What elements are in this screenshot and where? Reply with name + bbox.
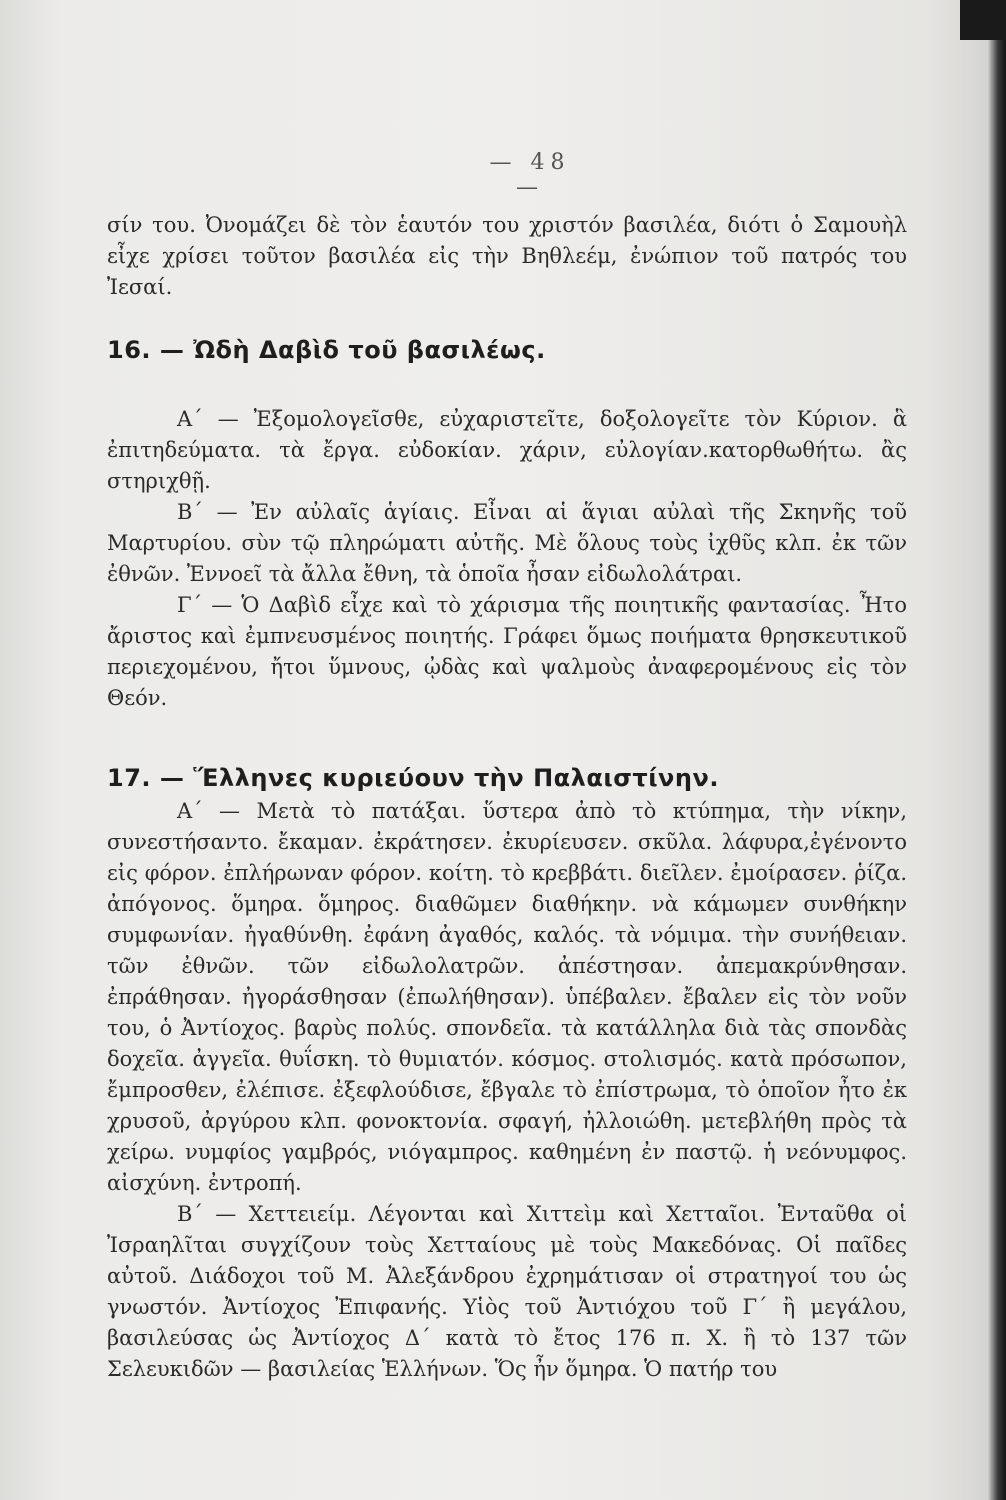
- section-16-heading: 16. — Ὠδὴ Δαβὶδ τοῦ βασιλέως.: [107, 336, 546, 364]
- page-number: — 48 —: [489, 150, 571, 200]
- section-17-heading: 17. — Ἕλληνες κυριεύουν τὴν Παλαιστίνην.: [107, 764, 719, 792]
- intro-paragraph: [107, 210, 907, 303]
- section-16-paragraph-b: Β΄ — Ἐν αὐλαῖς ἁγίαις. Εἶναι αἱ ἅγιαι αὐλαὶ τῆς Σκηνῆς τοῦ Μαρτυρίου. σὺν τῷ πληρώματι αὐτῆς. Μὲ ὅλους τοὺς ἰχθῦς κλπ. ἐκ τῶν ἐθνῶν. Ἐννοεῖ τὰ ἄλλα ἔθνη, τὰ ὁποῖα ἦσαν εἰδωλολάτραι.: [107, 500, 907, 586]
- section-16-paragraph-a: Α΄ — Ἐξομολογεῖσθε, εὐχαριστεῖτε, δοξολογεῖτε τὸν Κύριον. ἃ ἐπιτηδεύματα. τὰ ἔργα. εὐδοκίαν. χάριν, εὐλογίαν.κατορθωθήτω. ἂς στηριχθῇ.: [107, 407, 907, 493]
- section-16-paragraph-c: Γ΄ — Ὁ Δαβὶδ εἶχε καὶ τὸ χάρισμα τῆς ποιητικῆς φαντασίας. Ἦτο ἄριστος καὶ ἐμπνευσμένος ποιητής. Γράφει ὅμως ποιήματα θρησκευτικοῦ περιεχομένου, ἤτοι ὕμνους, ᾠδὰς καὶ ψαλμοὺς ἀναφερομένους εἰς τὸν Θεόν.: [107, 593, 907, 710]
- section-17-body: [107, 796, 907, 1385]
- page-edge-shadow: [988, 0, 1006, 1500]
- section-17-paragraph-b: Β΄ — Χεττειείμ. Λέγονται καὶ Χιττεὶμ καὶ Χετταῖοι. Ἐνταῦθα οἱ Ἰσραηλῖται συγχίζουν τοὺς Χετταίους μὲ τοὺς Μακεδόνας. Οἱ παῖδες αὐτοῦ. Διάδοχοι τοῦ Μ. Ἀλεξάνδρου ἐχρημάτισαν οἱ στρατηγοί του ὡς γνωστόν. Ἀντίοχος Ἐπιφανής. Υἱὸς τοῦ Ἀντιόχου τοῦ Γ΄ ἢ μεγάλου, βασιλεύσας ὡς Ἀντίοχος Δ΄ κατὰ τὸ ἔτος 176 π. Χ. ἢ τὸ 137 τῶν Σελευκιδῶν — βασιλείας Ἑλλήνων. Ὅς ἦν ὅμηρα. Ὁ πατήρ του: [107, 1202, 907, 1381]
- section-16-body: [107, 404, 907, 714]
- intro-text: σίν του. Ὀνομάζει δὲ τὸν ἑαυτόν του χριστόν βασιλέα, διότι ὁ Σαμουὴλ εἶχε χρίσει τοῦτον βασιλέα εἰς τὴν Βηθλεέμ, ἐνώπιον τοῦ πατρός του Ἰεσαί.: [107, 213, 907, 299]
- section-17-paragraph-a: Α΄ — Μετὰ τὸ πατάξαι. ὕστερα ἀπὸ τὸ κτύπημα, τὴν νίκην, συνεστήσαντο. ἔκαμαν. ἐκράτησεν. ἐκυρίευσεν. σκῦλα. λάφυρα,ἐγένοντο εἰς φόρον. ἐπλήρωναν φόρον. κοίτη. τὸ κρεββάτι. διεῖλεν. ἐμοίρασεν. ῥίζα. ἀπόγονος. ὅμηρα. ὅμηρος. διαθῶμεν διαθήκην. νὰ κάμωμεν συνθήκην συμφωνίαν. ἠγαθύνθη. ἐφάνη ἀγαθός, καλός. τὰ νόμιμα. τὴν συνήθειαν. τῶν ἐθνῶν. τῶν εἰδωλολατρῶν. ἀπέστησαν. ἀπεμακρύνθησαν. ἐπράθησαν. ἠγοράσθησαν (ἐπωλήθησαν). ὑπέβαλεν. ἔβαλεν εἰς τὸν νοῦν του, ὁ Ἀντίοχος. βαρὺς πολύς. σπονδεῖα. τὰ κατάλληλα διὰ τὰς σπονδὰς δοχεῖα. ἀγγεῖα. θυΐσκη. τὸ θυμιατόν. κόσμος. στολισμός. κατὰ πρόσωπον, ἔμπροσθεν, ἐλέπισε. ἐξεφλούδισε, ἔβγαλε τὸ ἐπίστρωμα, τὸ ὁποῖον ἦτο ἐκ χρυσοῦ, ἀργύρου κλπ. φονοκτονία. σφαγή, ἠλλοιώθη. μετεβλήθη πρὸς τὰ χείρω. νυμφίος γαμβρός, νιόγαμπρος. καθημένη ἐν παστῷ. ἡ νεόνυμφος. αἰσχύνη. ἐντροπή.: [107, 799, 907, 1195]
- scan-border: [960, 0, 1006, 40]
